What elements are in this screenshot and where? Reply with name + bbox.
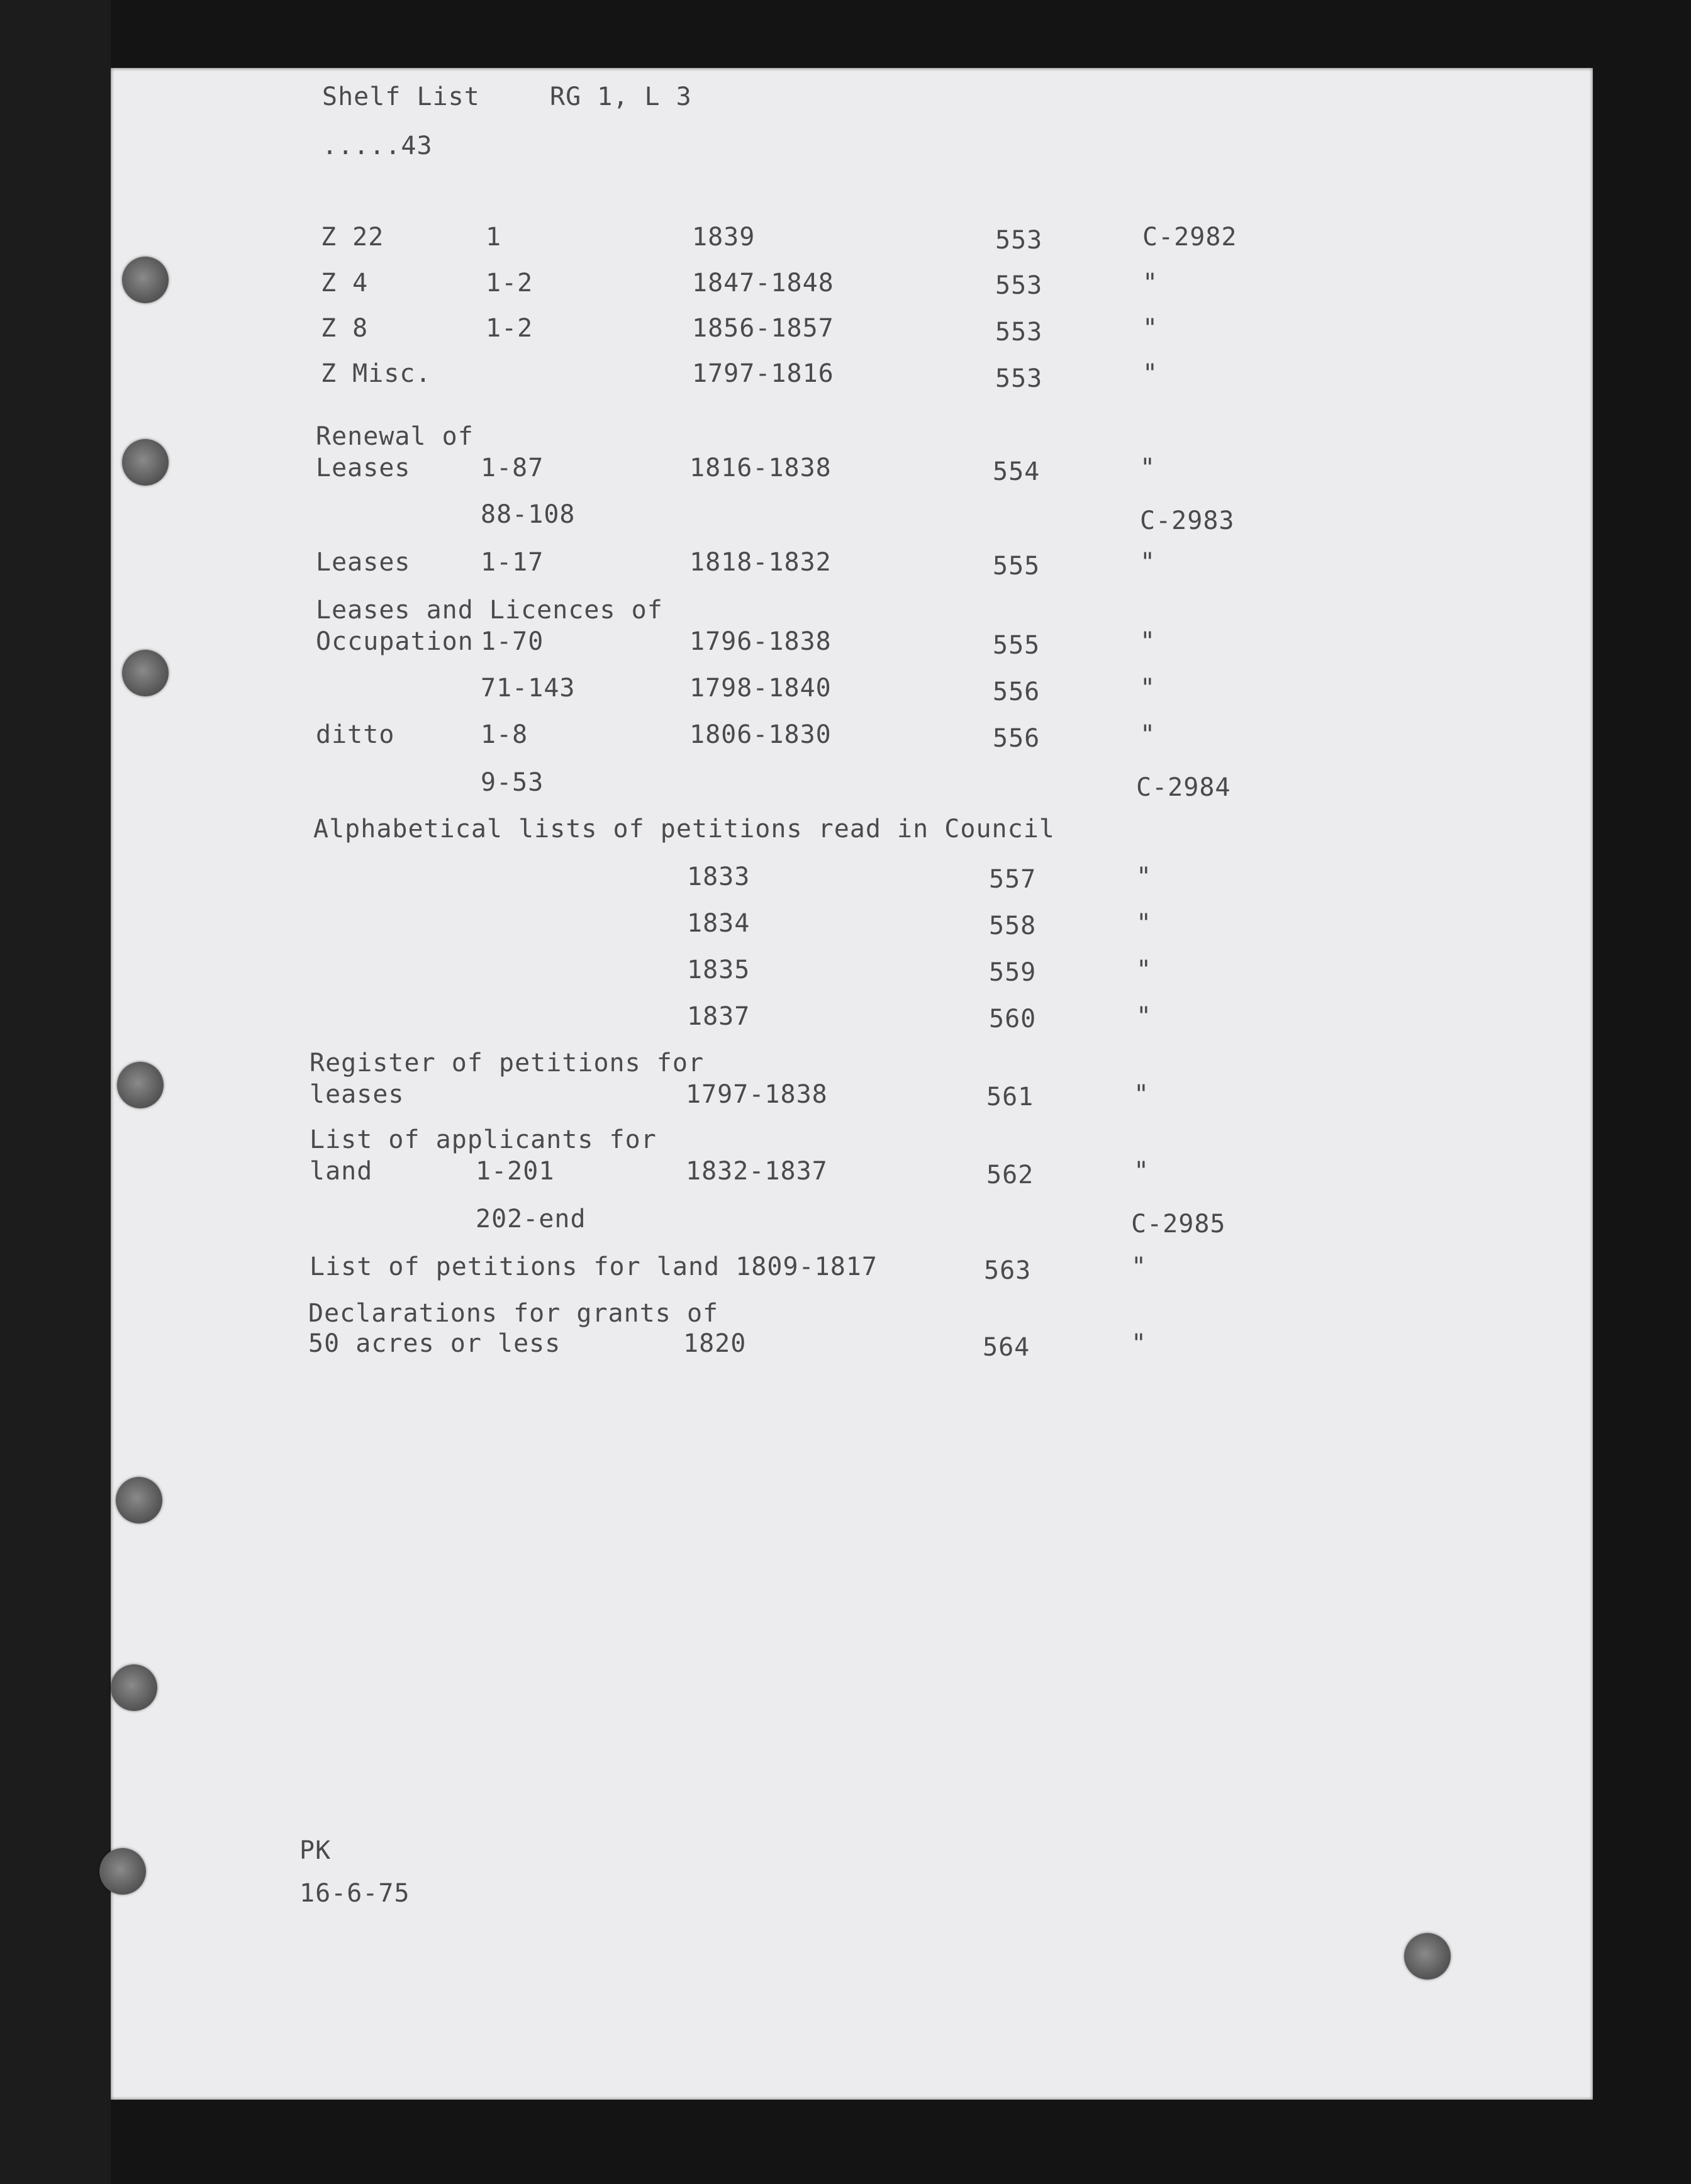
- row-description: Occupation: [316, 627, 474, 656]
- punch-hole: [122, 650, 169, 696]
- row-description: leases: [310, 1080, 405, 1109]
- row-number: 556: [993, 724, 1041, 753]
- row-number: 557: [989, 865, 1037, 894]
- row-reel: C-2985: [1131, 1210, 1226, 1239]
- section-heading: Alphabetical lists of petitions read in Council: [313, 815, 1055, 844]
- row-number: 553: [995, 226, 1043, 255]
- row-description: Z 8: [321, 314, 369, 343]
- row-reel: ": [1134, 1157, 1150, 1186]
- row-volume: 1-201: [476, 1157, 555, 1186]
- row-dates: 1806-1830: [689, 720, 832, 749]
- row-reel: ": [1140, 454, 1156, 482]
- row-volume: 1-8: [481, 720, 528, 749]
- row-reel: ": [1140, 627, 1156, 656]
- footer-date: 16-6-75: [299, 1879, 410, 1908]
- row-dates: 1847-1848: [692, 269, 834, 298]
- row-dates: 1797-1838: [686, 1080, 828, 1109]
- row-reel: ": [1131, 1252, 1147, 1281]
- row-dates: 1796-1838: [689, 627, 832, 656]
- punch-hole: [99, 1848, 146, 1895]
- row-number: 553: [995, 318, 1043, 347]
- punch-hole: [122, 439, 169, 486]
- row-number: 563: [984, 1256, 1032, 1285]
- row-reel: C-2984: [1136, 773, 1231, 802]
- row-number: 556: [993, 677, 1041, 706]
- row-reel: ": [1134, 1080, 1150, 1109]
- row-description: 50 acres or less: [308, 1329, 561, 1358]
- row-reel: C-2983: [1140, 506, 1235, 535]
- row-dates: 1856-1857: [692, 314, 834, 343]
- page-number: .....43: [322, 131, 433, 160]
- row-number: 564: [983, 1333, 1030, 1362]
- row-dates: 1839: [692, 223, 756, 252]
- punch-hole: [117, 1062, 164, 1108]
- row-description: List of petitions for land 1809-1817: [310, 1252, 878, 1281]
- row-number: 558: [989, 911, 1037, 940]
- punch-hole: [1404, 1933, 1451, 1980]
- row-reel: ": [1136, 909, 1152, 938]
- row-description-line1: List of applicants for: [310, 1125, 657, 1154]
- row-number: 560: [989, 1005, 1037, 1034]
- row-reel: C-2982: [1142, 223, 1237, 252]
- row-description-line1: Leases and Licences of: [316, 596, 663, 625]
- row-volume: 1-2: [486, 269, 533, 298]
- row-volume: 9-53: [481, 768, 544, 797]
- row-volume: 1: [486, 223, 502, 252]
- row-number: 562: [986, 1161, 1034, 1190]
- row-description: ditto: [316, 720, 395, 749]
- row-description-line1: Renewal of: [316, 422, 474, 451]
- row-description: Z Misc.: [321, 359, 432, 388]
- row-dates: 1835: [687, 956, 751, 984]
- row-dates: 1818-1832: [689, 548, 832, 577]
- record-group-reference: RG 1, L 3: [550, 82, 692, 111]
- row-description: Leases: [316, 454, 411, 482]
- row-dates: 1798-1840: [689, 674, 832, 703]
- row-description: Leases: [316, 548, 411, 577]
- row-description: land: [310, 1157, 373, 1186]
- row-number: 555: [993, 552, 1041, 581]
- row-reel: ": [1136, 1002, 1152, 1031]
- row-volume: 71-143: [481, 674, 576, 703]
- row-reel: ": [1142, 314, 1159, 343]
- punch-hole: [116, 1477, 162, 1524]
- row-number: 561: [986, 1083, 1034, 1112]
- row-description-line1: Register of petitions for: [310, 1049, 705, 1078]
- row-reel: ": [1140, 674, 1156, 703]
- row-volume: 202-end: [476, 1205, 586, 1234]
- row-reel: ": [1140, 720, 1156, 749]
- row-reel: ": [1140, 548, 1156, 577]
- row-description: Z 22: [321, 223, 384, 252]
- row-reel: ": [1142, 359, 1159, 388]
- row-dates: 1837: [687, 1002, 751, 1031]
- row-reel: ": [1142, 269, 1159, 298]
- row-description-line1: Declarations for grants of: [308, 1299, 719, 1328]
- row-volume: 1-17: [481, 548, 544, 577]
- row-reel: ": [1136, 862, 1152, 891]
- row-number: 553: [995, 364, 1043, 393]
- row-volume: 1-87: [481, 454, 544, 482]
- row-dates: 1797-1816: [692, 359, 834, 388]
- row-reel: ": [1131, 1329, 1147, 1358]
- row-number: 559: [989, 958, 1037, 987]
- row-volume: 1-70: [481, 627, 544, 656]
- row-description: Z 4: [321, 269, 369, 298]
- row-dates: 1820: [683, 1329, 747, 1358]
- shelf-list-title: Shelf List: [322, 82, 480, 111]
- scan-background: [0, 0, 111, 2184]
- row-volume: 88-108: [481, 500, 576, 529]
- row-volume: 1-2: [486, 314, 533, 343]
- row-reel: ": [1136, 956, 1152, 984]
- row-dates: 1834: [687, 909, 751, 938]
- row-number: 555: [993, 631, 1041, 660]
- row-dates: 1832-1837: [686, 1157, 828, 1186]
- document-page: [111, 68, 1593, 2100]
- punch-hole: [111, 1664, 157, 1711]
- row-number: 553: [995, 271, 1043, 300]
- punch-hole: [122, 257, 169, 303]
- row-dates: 1816-1838: [689, 454, 832, 482]
- row-dates: 1833: [687, 862, 751, 891]
- row-number: 554: [993, 457, 1041, 486]
- footer-initials: PK: [299, 1836, 332, 1865]
